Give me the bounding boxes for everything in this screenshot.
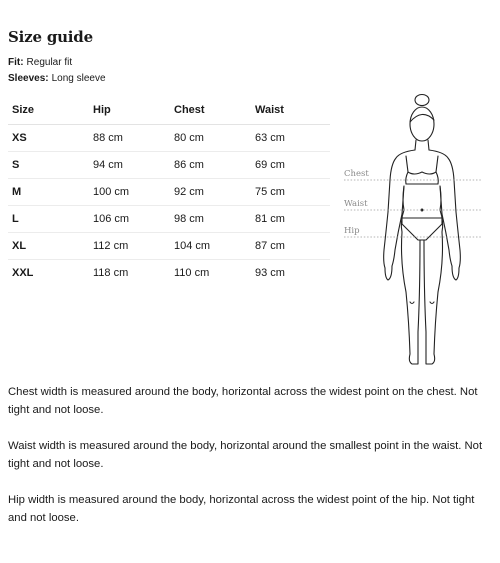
- table-header-row: [8, 96, 330, 125]
- page-title: Size guide: [8, 28, 93, 46]
- column-header-size: Size: [8, 96, 89, 125]
- chest-cell: 104 cm: [170, 233, 251, 260]
- body-outline-illustration: [338, 92, 488, 374]
- waist-cell: 81 cm: [251, 206, 330, 233]
- chest-cell: 110 cm: [174, 267, 210, 279]
- waist-cell: 63 cm: [251, 125, 330, 152]
- table-row: [8, 152, 330, 179]
- waist-cell: 93 cm: [255, 267, 285, 279]
- hip-cell: 118 cm: [93, 267, 129, 279]
- fit-info: [8, 57, 72, 68]
- table-row: [8, 206, 330, 233]
- hip-cell: 94 cm: [89, 152, 170, 179]
- waist-line-label: Waist: [344, 199, 368, 209]
- fit-value: Regular fit: [26, 57, 73, 68]
- chest-cell: 92 cm: [170, 179, 251, 206]
- sleeves-value: Long sleeve: [51, 73, 106, 84]
- hip-line-label: Hip: [344, 226, 360, 236]
- hip-cell: 88 cm: [89, 125, 170, 152]
- waist-description: Waist width is measured around the body, horizontal around the smallest point in the waist. Not tight and not loose.: [8, 440, 483, 470]
- sleeves-label: Sleeves:: [8, 73, 49, 84]
- chest-cell: 80 cm: [170, 125, 251, 152]
- waist-cell: 75 cm: [251, 179, 330, 206]
- hip-description: Hip width is measured around the body, horizontal across the widest point of the hip. Not tight and not loose.: [8, 494, 475, 524]
- column-header-hip: Hip: [89, 96, 170, 125]
- column-header-waist: Waist: [251, 96, 330, 125]
- table-row: [8, 125, 330, 152]
- waist-cell: 87 cm: [251, 233, 330, 260]
- table-row: [8, 179, 330, 206]
- column-header-chest: Chest: [170, 96, 251, 125]
- table-row: [8, 233, 330, 260]
- size-cell: XXL: [12, 267, 34, 279]
- sleeves-info: [8, 73, 106, 84]
- body-measurement-figure: [338, 92, 488, 374]
- size-table: [8, 96, 330, 286]
- chest-cell: 98 cm: [170, 206, 251, 233]
- chest-line-label: Chest: [344, 169, 369, 179]
- waist-cell: 69 cm: [251, 152, 330, 179]
- chest-cell: 86 cm: [170, 152, 251, 179]
- table-row: [8, 260, 330, 287]
- hip-cell: 112 cm: [89, 233, 170, 260]
- size-cell: XS: [8, 125, 89, 152]
- size-cell: XL: [8, 233, 89, 260]
- fit-label: Fit:: [8, 57, 24, 68]
- chest-description: Chest width is measured around the body, horizontal across the widest point on the chest. Not tight and not loose.: [8, 386, 478, 416]
- size-cell: S: [8, 152, 89, 179]
- hip-cell: 100 cm: [89, 179, 170, 206]
- hip-cell: 106 cm: [89, 206, 170, 233]
- size-cell: L: [8, 206, 89, 233]
- size-cell: M: [8, 179, 89, 206]
